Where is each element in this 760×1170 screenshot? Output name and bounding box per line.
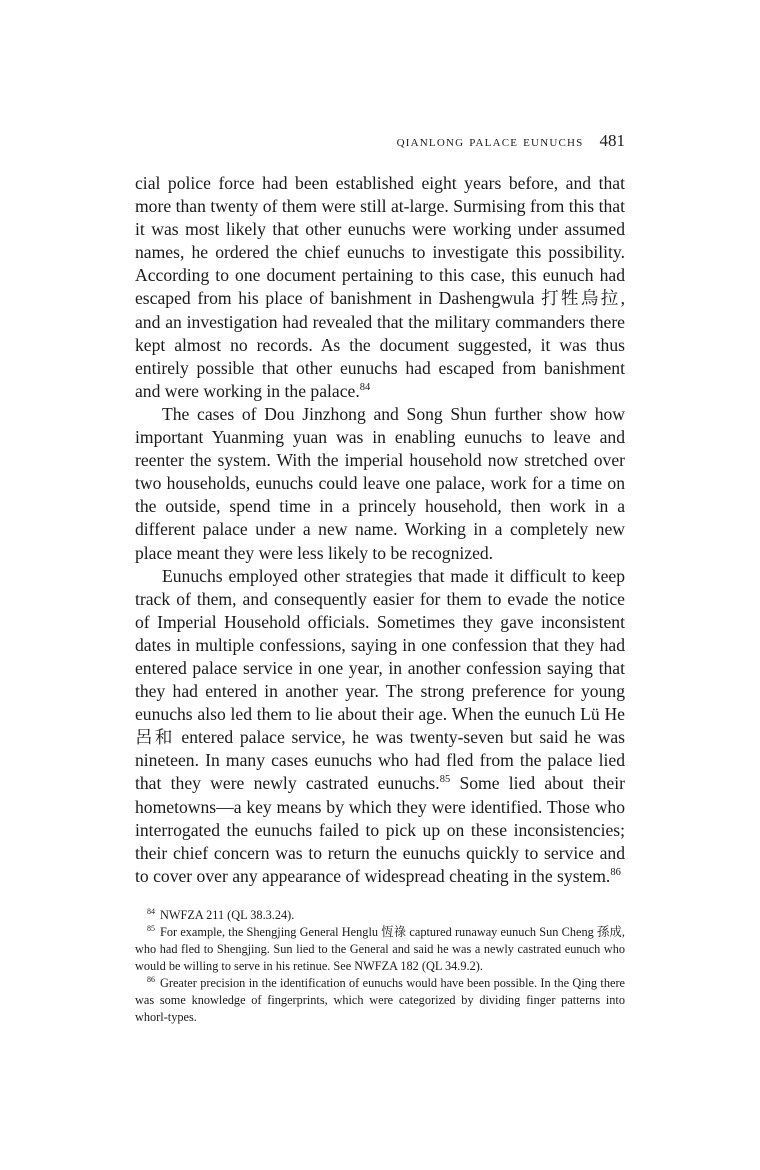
footnote-ref-86: 86 — [610, 866, 621, 878]
footnote-text: Greater precision in the identification of eunuchs would have been possible. In the Qing there was some knowledge of fingerprints, which were categorized by dividing finger patterns into whorl-types. — [135, 976, 625, 1024]
footnote-number: 85 — [147, 923, 155, 933]
paragraph-1 — [135, 172, 625, 403]
paragraph-2-text: The cases of Dou Jinzhong and Song Shun further show how important Yuanming yuan was in enabling eunuchs to leave and reenter the system. With the imperial household now stretched over two households, eunuchs could leave one palace, work for a time on the outside, spend time in a princely household, then work in a different palace under a new name. Working in a completely new place meant they were less likely to be recognized. — [135, 403, 625, 563]
footnote-ref-84: 84 — [359, 381, 371, 393]
footnote-85 — [135, 924, 625, 975]
paragraph-3-text-a: Eunuchs employed other strategies that made it difficult to keep track of them, and consequently easier for them to evade the notice of Imperial Household officials. Sometimes they gave inconsistent dates in multiple confessions, saying in one confession that they had entered palace service in one year, in another confession saying that they had entered in another year. The strong preference for young eunuchs also led them to lie about their age. When the eunuch Lü He 呂和 entered palace service, he was twenty-seven but said he was nineteen. In many cases eunuchs who had fled from the palace lied that they were newly castrated eunuchs. — [135, 565, 625, 794]
running-head — [135, 131, 625, 151]
footnotes — [135, 907, 625, 1026]
footnote-number: 86 — [147, 974, 155, 984]
footnote-ref-85: 85 — [439, 774, 451, 786]
footnote-text: For example, the Shengjing General Henglu 恆祿 captured runaway eunuch Sun Cheng 孫成, who had fled to Shengjing. Sun lied to the General and said he was a newly castrated eunuch who would be willing to serve in his retinue. See NWFZA 182 (QL 34.9.2). — [135, 925, 625, 973]
paragraph-3 — [135, 565, 625, 888]
paragraph-1-text: cial police force had been established eight years before, and that more than twenty of them were still at-large. Surmising from this that it was most likely that other eunuchs were working under assumed names, he ordered the chief eunuchs to investigate this possibility. According to one document pertaining to this case, this eunuch had escaped from his place of banishment in Dashengwula 打牲烏拉, and an investigation had revealed that the military commanders there kept almost no records. As the document suggested, it was thus entirely possible that other eunuchs had escaped from banishment and were working in the palace. — [135, 173, 625, 401]
footnote-86 — [135, 975, 625, 1026]
paragraph-3-text-b: Some lied about their hometowns—a key means by which they were identified. Those who interrogated the eunuchs failed to pick up on these inconsistencies; their chief concern was to return the eunuchs quickly to service and to cover over any appearance of widespread cheating in the system. — [135, 773, 625, 886]
page-number: 481 — [599, 131, 625, 150]
footnote-text: NWFZA 211 (QL 38.3.24). — [160, 908, 295, 922]
paragraph-2 — [135, 403, 625, 565]
footnote-84 — [135, 907, 625, 924]
footnote-number: 84 — [147, 906, 155, 916]
body-text — [135, 172, 625, 888]
running-title: qianlong palace eunuchs — [396, 134, 584, 150]
